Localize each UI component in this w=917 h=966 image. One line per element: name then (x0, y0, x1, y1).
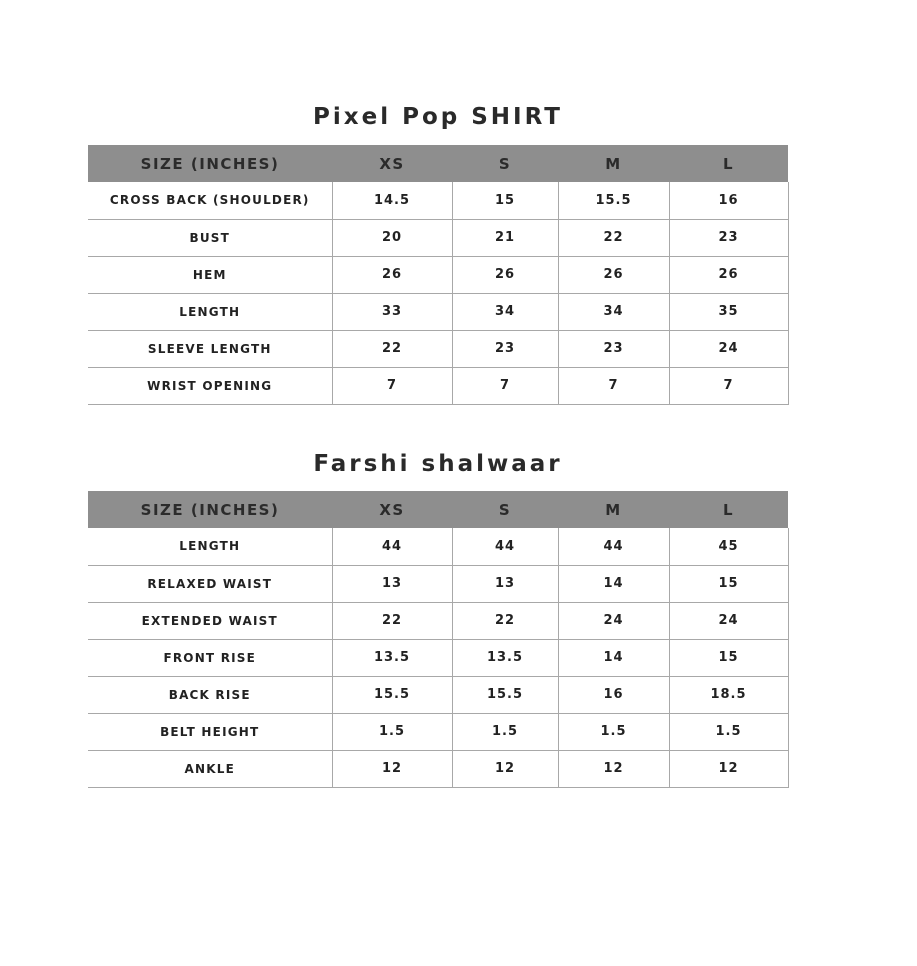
table-row (88, 219, 788, 256)
table-row (88, 676, 788, 713)
column-header-s: S (452, 491, 558, 528)
table-row (88, 565, 788, 602)
cell-s: 22 (452, 602, 558, 639)
row-label: EXTENDED WAIST (88, 602, 332, 639)
cell-xs: 26 (332, 256, 452, 293)
cell-l: 12 (669, 750, 788, 787)
cell-m: 23 (558, 330, 669, 367)
cell-m: 24 (558, 602, 669, 639)
cell-l: 1.5 (669, 713, 788, 750)
shalwaar-size-chart-title: Farshi shalwaar (313, 451, 563, 477)
cell-s: 34 (452, 293, 558, 330)
cell-s: 13 (452, 565, 558, 602)
table-row (88, 293, 788, 330)
row-label: BACK RISE (88, 676, 332, 713)
column-header-xs: XS (332, 491, 452, 528)
cell-m: 22 (558, 219, 669, 256)
table-row (88, 750, 788, 787)
row-label: SLEEVE LENGTH (88, 330, 332, 367)
cell-xs: 22 (332, 602, 452, 639)
cell-m: 26 (558, 256, 669, 293)
cell-l: 7 (669, 367, 788, 404)
row-label: WRIST OPENING (88, 367, 332, 404)
shirt-table-header (88, 145, 788, 182)
cell-s: 12 (452, 750, 558, 787)
cell-l: 23 (669, 219, 788, 256)
row-label: FRONT RISE (88, 639, 332, 676)
cell-l: 24 (669, 602, 788, 639)
cell-l: 15 (669, 565, 788, 602)
cell-xs: 22 (332, 330, 452, 367)
cell-s: 44 (452, 528, 558, 565)
row-label: LENGTH (88, 293, 332, 330)
shalwaar-size-table (88, 491, 789, 788)
cell-m: 14 (558, 565, 669, 602)
cell-s: 23 (452, 330, 558, 367)
row-label: BUST (88, 219, 332, 256)
cell-l: 35 (669, 293, 788, 330)
shirt-size-chart-title: Pixel Pop SHIRT (313, 104, 563, 130)
cell-m: 44 (558, 528, 669, 565)
table-row (88, 182, 788, 219)
column-header-m: M (558, 491, 669, 528)
cell-xs: 7 (332, 367, 452, 404)
cell-m: 12 (558, 750, 669, 787)
cell-xs: 33 (332, 293, 452, 330)
cell-m: 16 (558, 676, 669, 713)
column-header-size: SIZE (INCHES) (88, 145, 332, 182)
header-row (88, 491, 788, 528)
cell-s: 7 (452, 367, 558, 404)
row-label: ANKLE (88, 750, 332, 787)
cell-l: 18.5 (669, 676, 788, 713)
table-row (88, 528, 788, 565)
table-row (88, 330, 788, 367)
cell-xs: 44 (332, 528, 452, 565)
column-header-l: L (669, 491, 788, 528)
column-header-l: L (669, 145, 788, 182)
table-row (88, 256, 788, 293)
cell-l: 26 (669, 256, 788, 293)
cell-s: 21 (452, 219, 558, 256)
cell-xs: 12 (332, 750, 452, 787)
header-row (88, 145, 788, 182)
table-row (88, 602, 788, 639)
cell-xs: 13 (332, 565, 452, 602)
shirt-table-body (88, 182, 788, 404)
cell-s: 13.5 (452, 639, 558, 676)
shalwaar-table-body (88, 528, 788, 787)
cell-l: 15 (669, 639, 788, 676)
cell-m: 1.5 (558, 713, 669, 750)
column-header-xs: XS (332, 145, 452, 182)
cell-s: 26 (452, 256, 558, 293)
cell-l: 24 (669, 330, 788, 367)
table-row (88, 713, 788, 750)
cell-xs: 15.5 (332, 676, 452, 713)
cell-m: 15.5 (558, 182, 669, 219)
row-label: HEM (88, 256, 332, 293)
shalwaar-table-header (88, 491, 788, 528)
cell-l: 16 (669, 182, 788, 219)
column-header-size: SIZE (INCHES) (88, 491, 332, 528)
row-label: BELT HEIGHT (88, 713, 332, 750)
row-label: LENGTH (88, 528, 332, 565)
column-header-m: M (558, 145, 669, 182)
cell-s: 15 (452, 182, 558, 219)
cell-xs: 14.5 (332, 182, 452, 219)
table-row (88, 639, 788, 676)
cell-xs: 1.5 (332, 713, 452, 750)
cell-xs: 20 (332, 219, 452, 256)
cell-s: 1.5 (452, 713, 558, 750)
row-label: CROSS BACK (SHOULDER) (88, 182, 332, 219)
cell-s: 15.5 (452, 676, 558, 713)
shirt-size-table (88, 145, 789, 405)
cell-l: 45 (669, 528, 788, 565)
cell-m: 7 (558, 367, 669, 404)
column-header-s: S (452, 145, 558, 182)
row-label: RELAXED WAIST (88, 565, 332, 602)
cell-m: 34 (558, 293, 669, 330)
cell-m: 14 (558, 639, 669, 676)
cell-xs: 13.5 (332, 639, 452, 676)
table-row (88, 367, 788, 404)
